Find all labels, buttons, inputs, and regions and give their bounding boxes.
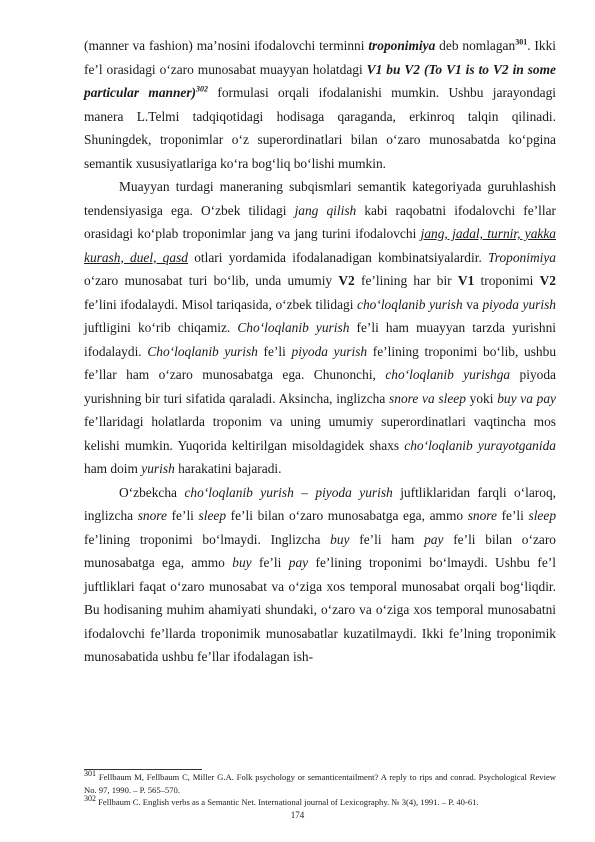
text-run: (manner va fashion) ma’nosini ifodalovchi terminni [84,38,369,53]
italic-term: snore va sleep [389,390,466,406]
bold-term: V1 [457,273,475,288]
text-run: yoki [465,390,498,406]
text-run: fe’li bilan o‘zaro munosabatga ega, ammo [84,531,556,570]
bold-term: V2 [539,273,556,288]
text-run: troponimi [474,273,540,288]
italic-term: buy va pay [497,390,556,406]
footnote-number: 301 [84,769,96,779]
italic-term: Cho‘loqlanib yurish [237,320,350,335]
italic-term: jang, jadal, turnir, yakka kurash, duel, qasd [84,226,556,265]
text-run: O‘zbekcha [119,484,185,500]
text-run: fe’lini ifodalaydi. Misol tariqasida, o‘zbek tilidagi [84,296,358,312]
text-run: fe’li [496,508,529,523]
footnotes [84,771,556,809]
italic-term: jang qilish [294,202,357,218]
term-troponimiya: troponimiya [368,38,436,53]
italic-term: piyoda yurish [482,296,556,312]
text-run: otlari yordamida ifodalanadigan kombinatsiyalardir. [187,249,489,265]
text-run: fe’li [251,555,289,570]
italic-term: sleep [198,508,227,523]
italic-term: sleep [528,508,557,523]
text-run: fe’lining troponimi bo‘lmaydi. Inglizcha [84,531,331,547]
text-run: Muayyan turdagi maneraning subqismlari semantik kategoriyada guruhlashish tendensiyasiga ega. O‘zbek tilidagi [84,179,556,218]
italic-term: cho‘loqlanib yurayotganida [404,437,556,453]
text-run: fe’li ham muayyan tarzda yurishni ifodalaydi. [84,320,557,359]
paragraph-3 [84,481,556,669]
italic-term: snore [137,508,167,523]
bold-term: V2 [338,273,355,288]
text-run: harakatini bajaradi. [174,461,282,476]
paragraph-1 [84,34,556,175]
italic-term: piyoda yurish [291,343,368,359]
text-run: . Ikki fe’l orasidagi o‘zaro munosabat muayyan holatdagi [84,38,557,77]
text-run: fe’lining har bir [354,273,458,288]
footnote-text: Fellbaum C. English verbs as a Semantic Net. International journal of Lexicography. № 3(4), 1991. – P. 40-61. [96,797,479,808]
italic-term: cho‘loqlanib yurish [357,296,463,312]
text-run: fe’li [257,343,292,359]
text-run: juftliklaridan farqli o‘laroq, inglizcha [84,484,557,523]
formula-text: V1 bu V2 (To V1 is to V2 in some particular manner) [84,61,556,100]
footnote-separator [84,769,202,770]
italic-term: Cho‘loqlanib yurish [147,343,258,359]
italic-term: cho‘loqlanib yurishga [385,367,511,382]
text-run: fe’lining troponimi bo‘lib, ushbu fe’llar ham o‘zaro munosabatga ega. Chunonchi, [84,343,557,382]
text-run: fe’li ham [349,531,425,547]
italic-term: snore [467,508,497,523]
text-run: va [462,296,483,312]
page-body [84,34,556,669]
italic-term: Troponimiya [488,249,556,265]
footnote-302 [84,796,556,809]
footnote-301 [84,771,556,796]
italic-term: cho‘loqlanib yurish – piyoda yurish [184,484,393,500]
text-run: formulasi orqali ifodalanishi mumkin. Ushbu jarayondagi manera L.Telmi tadqiqotidagi hodisaga qaraganda, erkinroq talqin qilinadi. Shuningdek, troponimlar o‘z superordinatlari bilan o‘zaro munosabatda ko‘pgina semantik xususiyatlariga ko‘ra bog‘liq bo‘lishi mumkin. [84,85,556,171]
text-run: juftligini ko‘rib chiqamiz. [84,320,238,335]
text-run: ham doim [84,461,142,476]
italic-term: pay [288,555,309,570]
italic-term: yurish [141,461,175,476]
page-number: 174 [290,810,305,820]
italic-term: pay [424,531,444,547]
text-run: piyoda yurishning bir turi sifatida qaraladi. Aksincha, inglizcha [84,367,556,406]
text-run: deb nomlagan [435,38,516,53]
footnote-ref-301[interactable]: 301 [515,37,528,47]
text-run: o‘zaro munosabat turi bo‘lib, unda umumiy [84,273,339,288]
footnote-ref-302[interactable]: 302 [196,84,209,94]
text-run: kabi raqobatni ifodalovchi fe’llar orasidagi ko‘plab troponimlar jang va jang turini ifodalovchi [84,202,557,241]
paragraph-2 [84,175,556,481]
italic-term: buy [330,531,350,547]
footnote-text: Fellbaum M, Fellbaum C, Miller G.A. Folk psychology or semanticentailment? A reply to rips and conrad. Psychological Review No. 97, 1990. – P. 565–570. [84,772,556,795]
footnote-number: 302 [84,794,96,804]
text-run: fe’llaridagi holatlarda troponim va uning umumiy superordinatlari vaqtincha mos kelishi mumkin. Yuqorida keltirilgan misoldagidek shaxs [84,414,556,453]
italic-term: buy [232,555,252,570]
text-run: fe’li [166,508,199,523]
text-run: fe’lining troponimi bo‘lmaydi. Ushbu fe’l juftliklari faqat o‘zaro munosabat va o‘ziga xos temporal munosabat orqali bog‘liqdir. Bu hodisaning muhim ahamiyati shundaki, o‘zaro va o‘ziga xos temporal munosabatni ifodalovchi fe’llarda troponimik munosabatlar kuzatilmaydi. Ikki fe’lning troponimik munosabatida ushbu fe’llar ifodalagan ish- [84,555,556,664]
text-run: fe’li bilan o‘zaro munosabatga ega, ammo [226,508,468,523]
